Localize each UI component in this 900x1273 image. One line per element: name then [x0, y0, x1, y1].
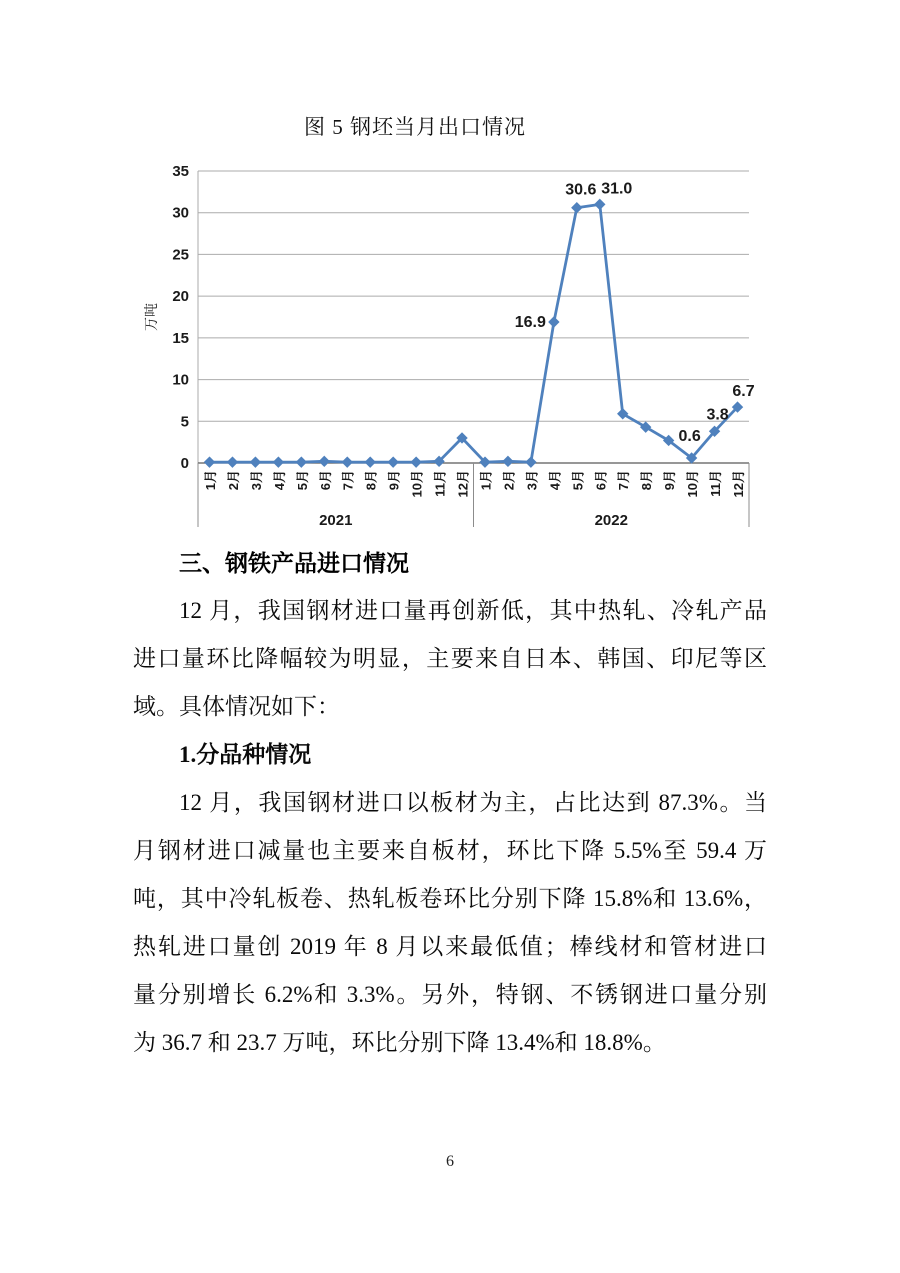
paragraph-line: 为 36.7 和 23.7 万吨，环比分别下降 13.4%和 18.8%。	[133, 1030, 666, 1055]
paragraph-line: 12 月，我国钢材进口量再创新低，其中热轧、冷轧产品	[179, 598, 767, 623]
series-line	[210, 204, 738, 462]
data-point-marker	[572, 203, 582, 213]
data-point-marker	[273, 457, 283, 467]
data-point-marker	[549, 317, 559, 327]
x-tick-label: 6月	[593, 470, 609, 491]
year-label: 2022	[594, 512, 628, 529]
figure-title: 图 5 钢坯当月出口情况	[304, 115, 526, 139]
data-point-label: 6.7	[732, 383, 755, 401]
x-tick-label: 4月	[271, 470, 287, 491]
paragraph-line: 进口量环比降幅较为明显，主要来自日本、韩国、印尼等区	[133, 646, 767, 671]
data-point-label: 0.6	[678, 427, 701, 445]
y-tick-label: 30	[172, 204, 189, 222]
data-point-label: 16.9	[514, 314, 546, 332]
data-point-marker	[342, 457, 352, 467]
x-tick-label: 1月	[478, 470, 494, 491]
x-tick-label: 5月	[570, 470, 586, 491]
data-point-marker	[250, 457, 260, 467]
x-tick-label: 4月	[547, 470, 563, 491]
x-tick-label: 10月	[685, 470, 701, 498]
data-point-marker	[365, 457, 375, 467]
x-tick-label: 11月	[708, 470, 724, 497]
y-axis-title: 万吨	[143, 303, 159, 331]
data-point-marker	[319, 456, 329, 466]
data-point-marker	[411, 457, 421, 467]
y-tick-label: 20	[172, 288, 189, 306]
paragraph-line: 月钢材进口减量也主要来自板材，环比下降 5.5%至 59.4 万	[133, 838, 767, 863]
section-heading: 三、钢铁产品进口情况	[179, 550, 409, 576]
page-number: 6	[446, 1153, 454, 1170]
data-point-marker	[296, 457, 306, 467]
x-tick-label: 3月	[524, 470, 540, 491]
x-tick-label: 3月	[248, 470, 264, 491]
x-tick-label: 2月	[225, 470, 241, 491]
x-tick-label: 7月	[340, 470, 356, 491]
x-tick-label: 7月	[616, 470, 632, 491]
x-tick-label: 6月	[317, 470, 333, 491]
x-tick-label: 2月	[501, 470, 517, 491]
data-point-marker	[526, 457, 536, 467]
paragraph-line: 吨，其中冷轧板卷、热轧板卷环比分别下降 15.8%和 13.6%，	[133, 886, 767, 911]
y-tick-label: 25	[172, 246, 189, 264]
y-tick-label: 5	[180, 413, 189, 431]
y-tick-label: 0	[180, 455, 189, 472]
data-point-marker	[204, 457, 214, 467]
paragraph-line: 热轧进口量创 2019 年 8 月以来最低值；棒线材和管材进口	[133, 934, 767, 959]
y-tick-label: 15	[172, 329, 189, 347]
x-tick-label: 5月	[294, 470, 310, 491]
export-line-chart	[140, 163, 765, 535]
x-tick-label: 8月	[363, 470, 379, 491]
x-tick-label: 12月	[455, 470, 471, 498]
data-point-marker	[388, 457, 398, 467]
subsection-heading: 1.分品种情况	[179, 742, 312, 767]
data-point-marker	[503, 456, 513, 466]
paragraph-line: 域。具体情况如下：	[133, 694, 340, 719]
data-point-label: 3.8	[706, 406, 729, 424]
x-tick-label: 12月	[731, 470, 747, 498]
paragraph-line: 量分别增长 6.2%和 3.3%。另外，特钢、不锈钢进口量分别	[133, 982, 767, 1007]
x-tick-label: 10月	[409, 470, 425, 498]
x-tick-label: 11月	[432, 470, 448, 497]
paragraph-line: 12 月，我国钢材进口以板材为主，占比达到 87.3%。当	[179, 790, 767, 815]
y-tick-label: 35	[172, 163, 189, 180]
data-point-marker	[595, 199, 605, 209]
data-point-label: 30.6	[565, 181, 597, 199]
y-tick-label: 10	[172, 371, 189, 389]
x-tick-label: 1月	[202, 470, 218, 491]
x-tick-label: 9月	[386, 470, 402, 491]
data-point-marker	[227, 457, 237, 467]
year-label: 2021	[319, 512, 353, 529]
chart-canvas	[140, 163, 765, 535]
data-point-label: 31.0	[601, 180, 633, 198]
x-tick-label: 8月	[639, 470, 655, 491]
body-text	[133, 539, 767, 1067]
x-tick-label: 9月	[662, 470, 678, 491]
